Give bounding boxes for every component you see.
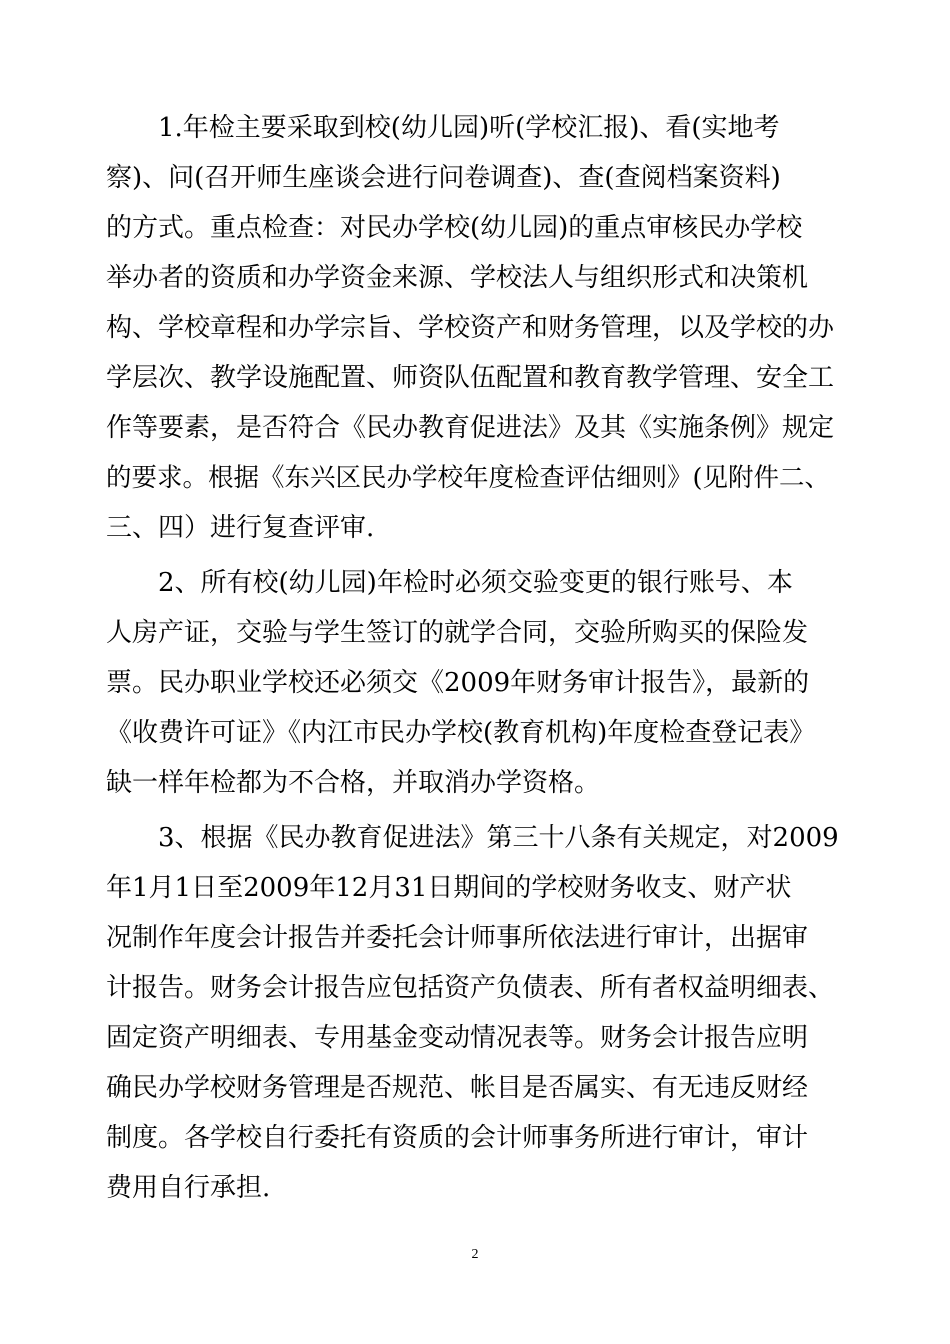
- text-line: 况制作年度会计报告并委托会计师事所依法进行审计，出据审: [106, 923, 809, 953]
- page-number: 2: [471, 1247, 479, 1262]
- text-line: 年1月1日至2009年12月31日期间的学校财务收支、财产状: [106, 873, 792, 903]
- text-line: 作等要素，是否符合《民办教育促进法》及其《实施条例》规定: [106, 413, 835, 443]
- text-line: 的要求。根据《东兴区民办学校年度检查评估细则》(见附件二、: [106, 463, 830, 493]
- text-line: 学层次、教学设施配置、师资队伍配置和教育教学管理、安全工: [106, 363, 835, 393]
- text-line: 察)、问(召开师生座谈会进行问卷调查)、查(查阅档案资料): [106, 163, 781, 193]
- text-line: 制度。各学校自行委托有资质的会计师事务所进行审计，审计: [106, 1123, 809, 1153]
- text-line: 1.年检主要采取到校(幼儿园)听(学校汇报)、看(实地考: [158, 113, 780, 143]
- text-line: 3、根据《民办教育促进法》第三十八条有关规定，对2009: [158, 823, 839, 853]
- text-line: 费用自行承担.: [106, 1173, 271, 1203]
- text-line: 构、学校章程和办学宗旨、学校资产和财务管理，以及学校的办: [106, 313, 835, 343]
- text-line: 举办者的资质和办学资金来源、学校法人与组织形式和决策机: [106, 263, 809, 293]
- text-line: 2、所有校(幼儿园)年检时必须交验变更的银行账号、本: [158, 568, 793, 598]
- text-line: 三、四）进行复查评审.: [106, 513, 375, 543]
- text-line: 缺一样年检都为不合格，并取消办学资格。: [106, 768, 601, 798]
- text-line: 计报告。财务会计报告应包括资产负债表、所有者权益明细表、: [106, 973, 835, 1003]
- text-line: 票。民办职业学校还必须交《2009年财务审计报告》，最新的: [106, 668, 810, 698]
- text-line: 固定资产明细表、专用基金变动情况表等。财务会计报告应明: [106, 1023, 809, 1053]
- text-line: 人房产证，交验与学生签订的就学合同，交验所购买的保险发: [106, 618, 809, 648]
- text-line: 确民办学校财务管理是否规范、帐目是否属实、有无违反财经: [106, 1073, 809, 1103]
- text-line: 《收费许可证》《内江市民办学校(教育机构)年度检查登记表》: [106, 718, 816, 748]
- text-line: 的方式。重点检查：对民办学校(幼儿园)的重点审核民办学校: [106, 213, 803, 243]
